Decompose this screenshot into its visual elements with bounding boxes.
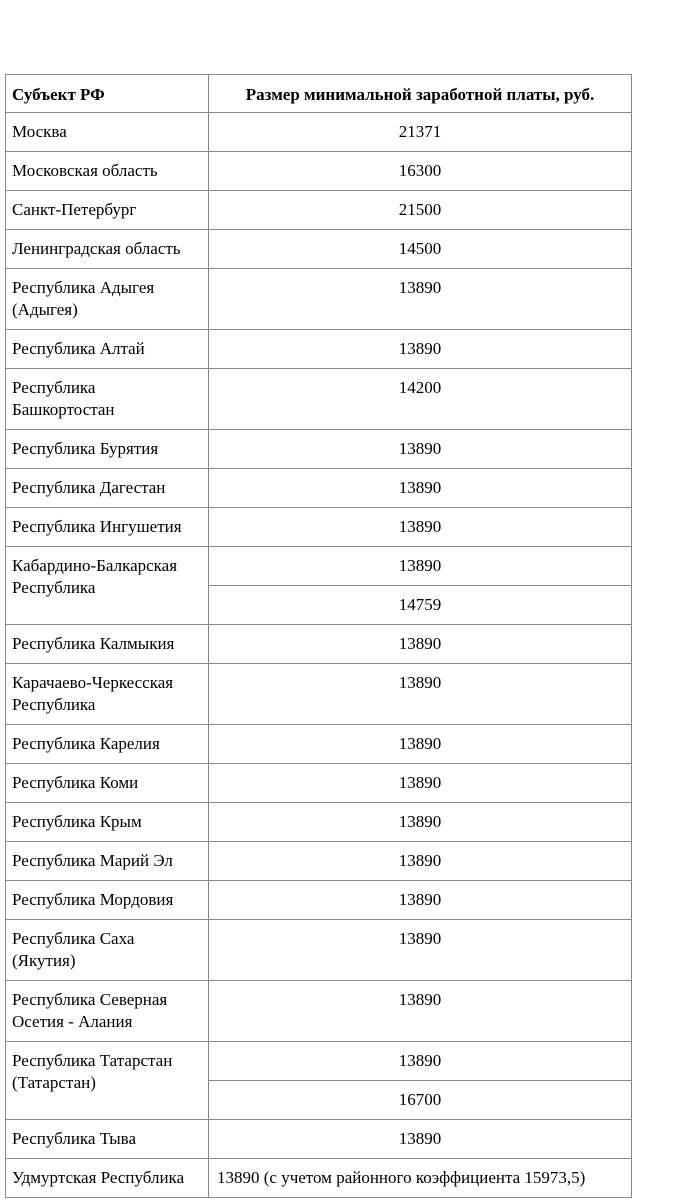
wage-column-header: Размер минимальной заработной платы, руб. <box>209 75 632 113</box>
table-row <box>6 881 632 920</box>
wage-cell: 13890 <box>209 842 632 881</box>
region-cell: Республика Бурятия <box>6 430 209 469</box>
wage-cell: 21500 <box>209 191 632 230</box>
wage-cell: 14500 <box>209 230 632 269</box>
region-cell: Удмуртская Республика <box>6 1159 209 1198</box>
wage-cell: 21371 <box>209 113 632 152</box>
table-row <box>6 369 632 430</box>
wage-cell: 13890 <box>209 881 632 920</box>
region-cell: Республика Ингушетия <box>6 508 209 547</box>
wage-cell: 13890 <box>209 430 632 469</box>
region-cell: Московская область <box>6 152 209 191</box>
table-row <box>6 330 632 369</box>
table-row <box>6 920 632 981</box>
table-header-row <box>6 75 632 113</box>
table-row <box>6 1120 632 1159</box>
table-row <box>6 191 632 230</box>
table-row <box>6 981 632 1042</box>
wage-cell: 14759 <box>209 586 632 625</box>
wage-cell: 13890 <box>209 625 632 664</box>
table-row <box>6 547 632 586</box>
table-row <box>6 842 632 881</box>
region-cell: Карачаево-Черкесская Республика <box>6 664 209 725</box>
table-row <box>6 803 632 842</box>
wage-cell: 13890 <box>209 508 632 547</box>
table-row <box>6 1159 632 1198</box>
table-row <box>6 508 632 547</box>
region-cell: Республика Саха (Якутия) <box>6 920 209 981</box>
wage-cell: 13890 <box>209 981 632 1042</box>
table-row <box>6 469 632 508</box>
wage-cell: 13890 <box>209 330 632 369</box>
table-row <box>6 152 632 191</box>
region-cell: Республика Башкортостан <box>6 369 209 430</box>
wage-cell: 13890 <box>209 725 632 764</box>
wage-cell: 13890 <box>209 1042 632 1081</box>
wage-cell: 13890 <box>209 764 632 803</box>
table-row <box>6 1042 632 1081</box>
region-cell: Республика Дагестан <box>6 469 209 508</box>
wage-cell: 13890 <box>209 803 632 842</box>
region-column-header: Субъект РФ <box>6 75 209 113</box>
wage-cell: 13890 <box>209 547 632 586</box>
region-cell: Республика Тыва <box>6 1120 209 1159</box>
wage-cell: 13890 <box>209 664 632 725</box>
wage-cell: 13890 <box>209 269 632 330</box>
wage-cell: 13890 (с учетом районного коэффициента 15973,5) <box>209 1159 632 1198</box>
region-cell: Республика Карелия <box>6 725 209 764</box>
wage-cell: 14200 <box>209 369 632 430</box>
region-cell: Республика Мордовия <box>6 881 209 920</box>
wage-cell: 13890 <box>209 469 632 508</box>
table-row <box>6 764 632 803</box>
table-row <box>6 625 632 664</box>
region-cell: Республика Марий Эл <box>6 842 209 881</box>
region-cell: Ленинградская область <box>6 230 209 269</box>
region-cell: Республика Калмыкия <box>6 625 209 664</box>
region-cell: Республика Татарстан (Татарстан) <box>6 1042 209 1120</box>
region-cell: Санкт-Петербург <box>6 191 209 230</box>
region-cell: Республика Адыгея (Адыгея) <box>6 269 209 330</box>
table-row <box>6 230 632 269</box>
table-row <box>6 430 632 469</box>
wage-cell: 16300 <box>209 152 632 191</box>
wage-cell: 13890 <box>209 1120 632 1159</box>
region-cell: Кабардино-Балкарская Республика <box>6 547 209 625</box>
region-cell: Республика Алтай <box>6 330 209 369</box>
region-cell: Республика Северная Осетия - Алания <box>6 981 209 1042</box>
table-row <box>6 725 632 764</box>
region-cell: Республика Коми <box>6 764 209 803</box>
wage-cell: 13890 <box>209 920 632 981</box>
minimum-wage-table <box>5 74 632 1198</box>
wage-cell: 16700 <box>209 1081 632 1120</box>
table-row <box>6 269 632 330</box>
region-cell: Республика Крым <box>6 803 209 842</box>
table-row <box>6 664 632 725</box>
table-row <box>6 113 632 152</box>
region-cell: Москва <box>6 113 209 152</box>
